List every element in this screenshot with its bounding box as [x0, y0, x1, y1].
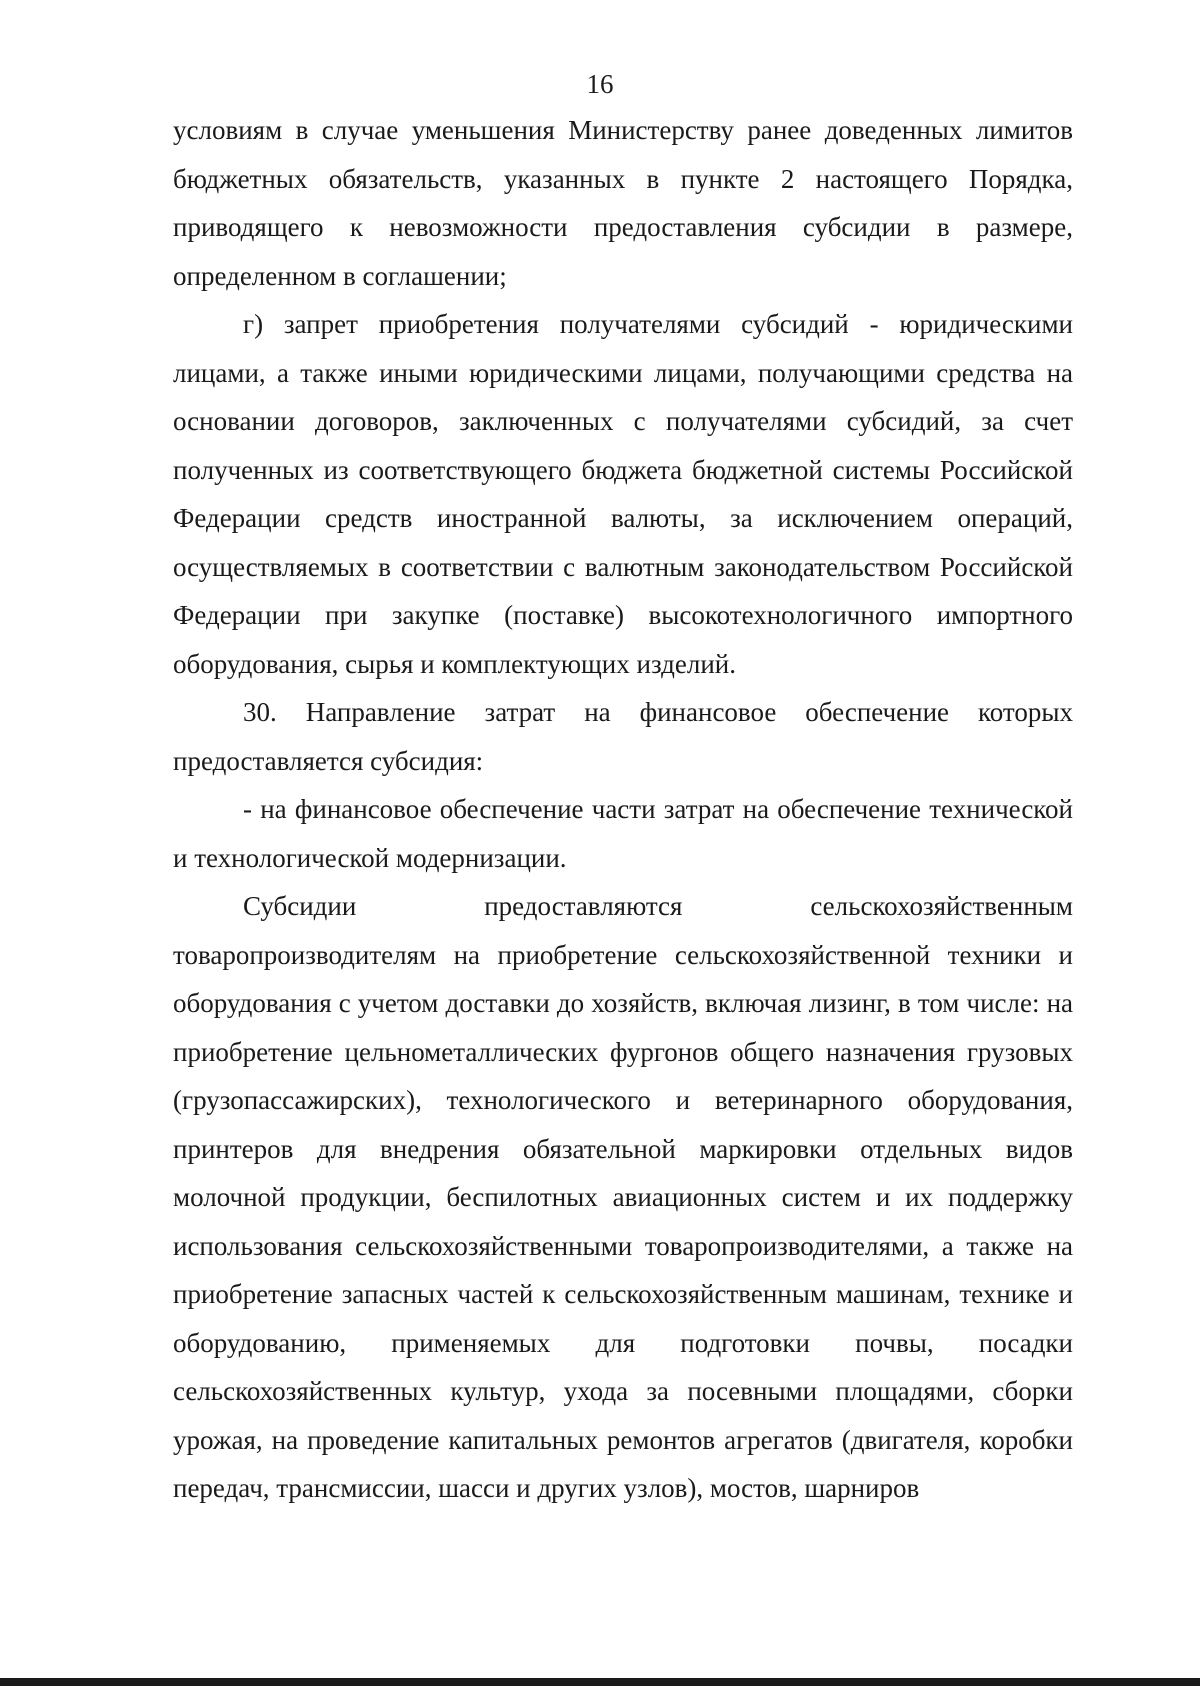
paragraph-item-g: г) запрет приобретения получателями субсидий - юридическими лицами, а также иными юридическими лицами, получающими средства на основании договоров, заключенных с получателями субсидий, за счет полученных из соответствующего бюджета бюджетной системы Российской Федерации средств иностранной валюты, за исключением операций, осуществляемых в соответствии с валютным законодательством Российской Федерации при закупке (поставке) высокотехнологичного импортного оборудования, сырья и комплектующих изделий. [173, 309, 1073, 679]
paragraph-continuation: условиям в случае уменьшения Министерству ранее доведенных лимитов бюджетных обязательств, указанных в пункте 2 настоящего Порядка, приводящего к невозможности предоставления субсидии в размере, определенном в соглашении; [173, 115, 1073, 291]
paragraph-section-30: 30. Направление затрат на финансовое обеспечение которых предоставляется субсидия: [173, 697, 1073, 776]
bottom-scan-border [0, 1678, 1200, 1686]
paragraph-subsidies: Субсидии предоставляются сельскохозяйственным товаропроизводителям на приобретение сельскохозяйственной техники и оборудования с учетом доставки до хозяйств, включая лизинг, в том числе: на приобретение цельнометаллических фургонов общего назначения грузовых (грузопассажирских), технологического и ветеринарного оборудования, принтеров для внедрения обязательной маркировки отдельных видов молочной продукции, беспилотных авиационных систем и их поддержку использования сельскохозяйственными товаропроизводителями, а также на приобретение запасных частей к сельскохозяйственным машинам, технике и оборудованию, применяемых для подготовки почвы, посадки сельскохозяйственных культур, ухода за посевными площадями, сборки урожая, на проведение капитальных ремонтов агрегатов (двигателя, коробки передач, трансмиссии, шасси и других узлов), мостов, шарниров [173, 891, 1073, 1503]
paragraph-bullet-financing: - на финансовое обеспечение части затрат на обеспечение технической и технологической модернизации. [173, 794, 1073, 873]
page-number: 16 [586, 69, 614, 99]
document-body [173, 106, 1073, 1513]
